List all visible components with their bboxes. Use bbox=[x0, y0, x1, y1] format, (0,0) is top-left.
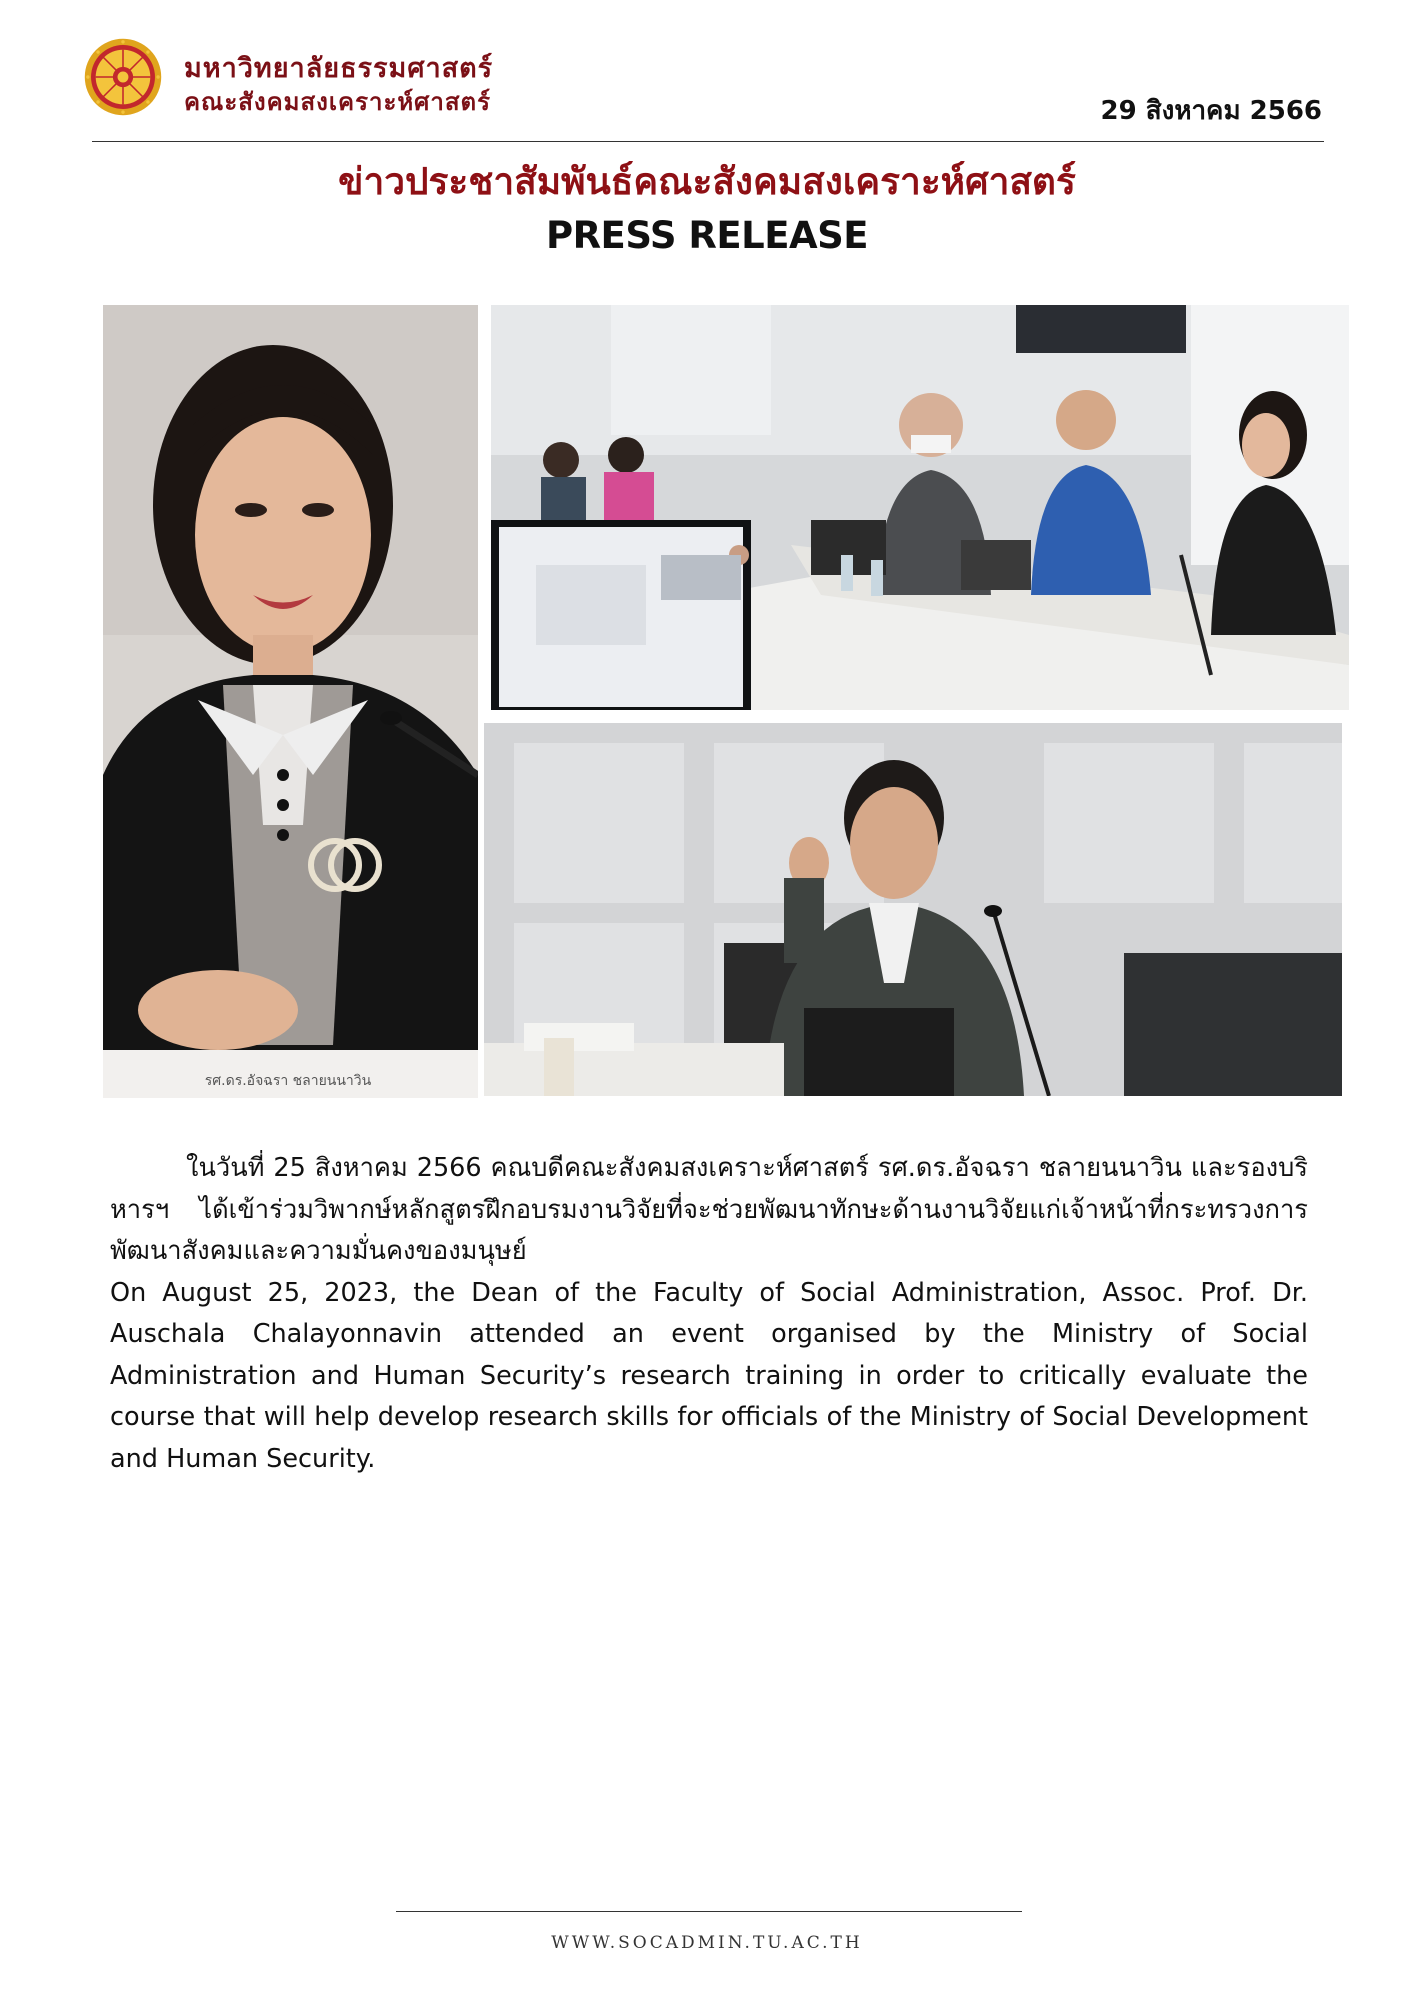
dean-portrait-photo bbox=[103, 305, 478, 1098]
publication-date: 29 สิงหาคม 2566 bbox=[1100, 96, 1322, 126]
footer-website: WWW.SOCADMIN.TU.AC.TH bbox=[551, 1933, 863, 1953]
body-text-english: On August 25, 2023, the Dean of the Faculty of Social Administration, Assoc. Prof. Dr. Auschala Chalayonnavin attended an event organised by the Ministry of Social Administration and Human Security’s research training in order to critically evaluate the course that will help develop research skills for officials of the Ministry of Social Development and Human Security. bbox=[110, 1277, 1308, 1474]
university-name: มหาวิทยาลัยธรรมศาสตร์ bbox=[184, 53, 494, 84]
university-seal-icon bbox=[84, 38, 162, 116]
press-body bbox=[110, 1148, 1308, 1480]
nameplate-text: รศ.ดร.อัจฉรา ชลายนนาวิน bbox=[204, 1073, 372, 1089]
press-title-english: PRESS RELEASE bbox=[545, 214, 869, 257]
footer-divider bbox=[396, 1911, 1022, 1912]
speaker-photo bbox=[484, 723, 1342, 1096]
meeting-room-photo bbox=[491, 305, 1349, 710]
press-title-thai: ข่าวประชาสัมพันธ์คณะสังคมสงเคราะห์ศาสตร์ bbox=[338, 160, 1076, 203]
faculty-name: คณะสังคมสงเคราะห์ศาสตร์ bbox=[184, 88, 491, 116]
header-divider bbox=[92, 141, 1324, 142]
body-text-thai: ในวันที่ 25 สิงหาคม 2566 คณบดีคณะสังคมสงเคราะห์ศาสตร์ รศ.ดร.อัจฉรา ชลายนนาวิน และรองบริหารฯ ได้เข้าร่วมวิพากษ์หลักสูตรฝึกอบรมงานวิจัยที่จะช่วยพัฒนาทักษะด้านงานวิจัยแก่เจ้าหน้าที่กระทรวงการพัฒนาสังคมและความมั่นคงของมนุษย์ bbox=[110, 1153, 1308, 1266]
